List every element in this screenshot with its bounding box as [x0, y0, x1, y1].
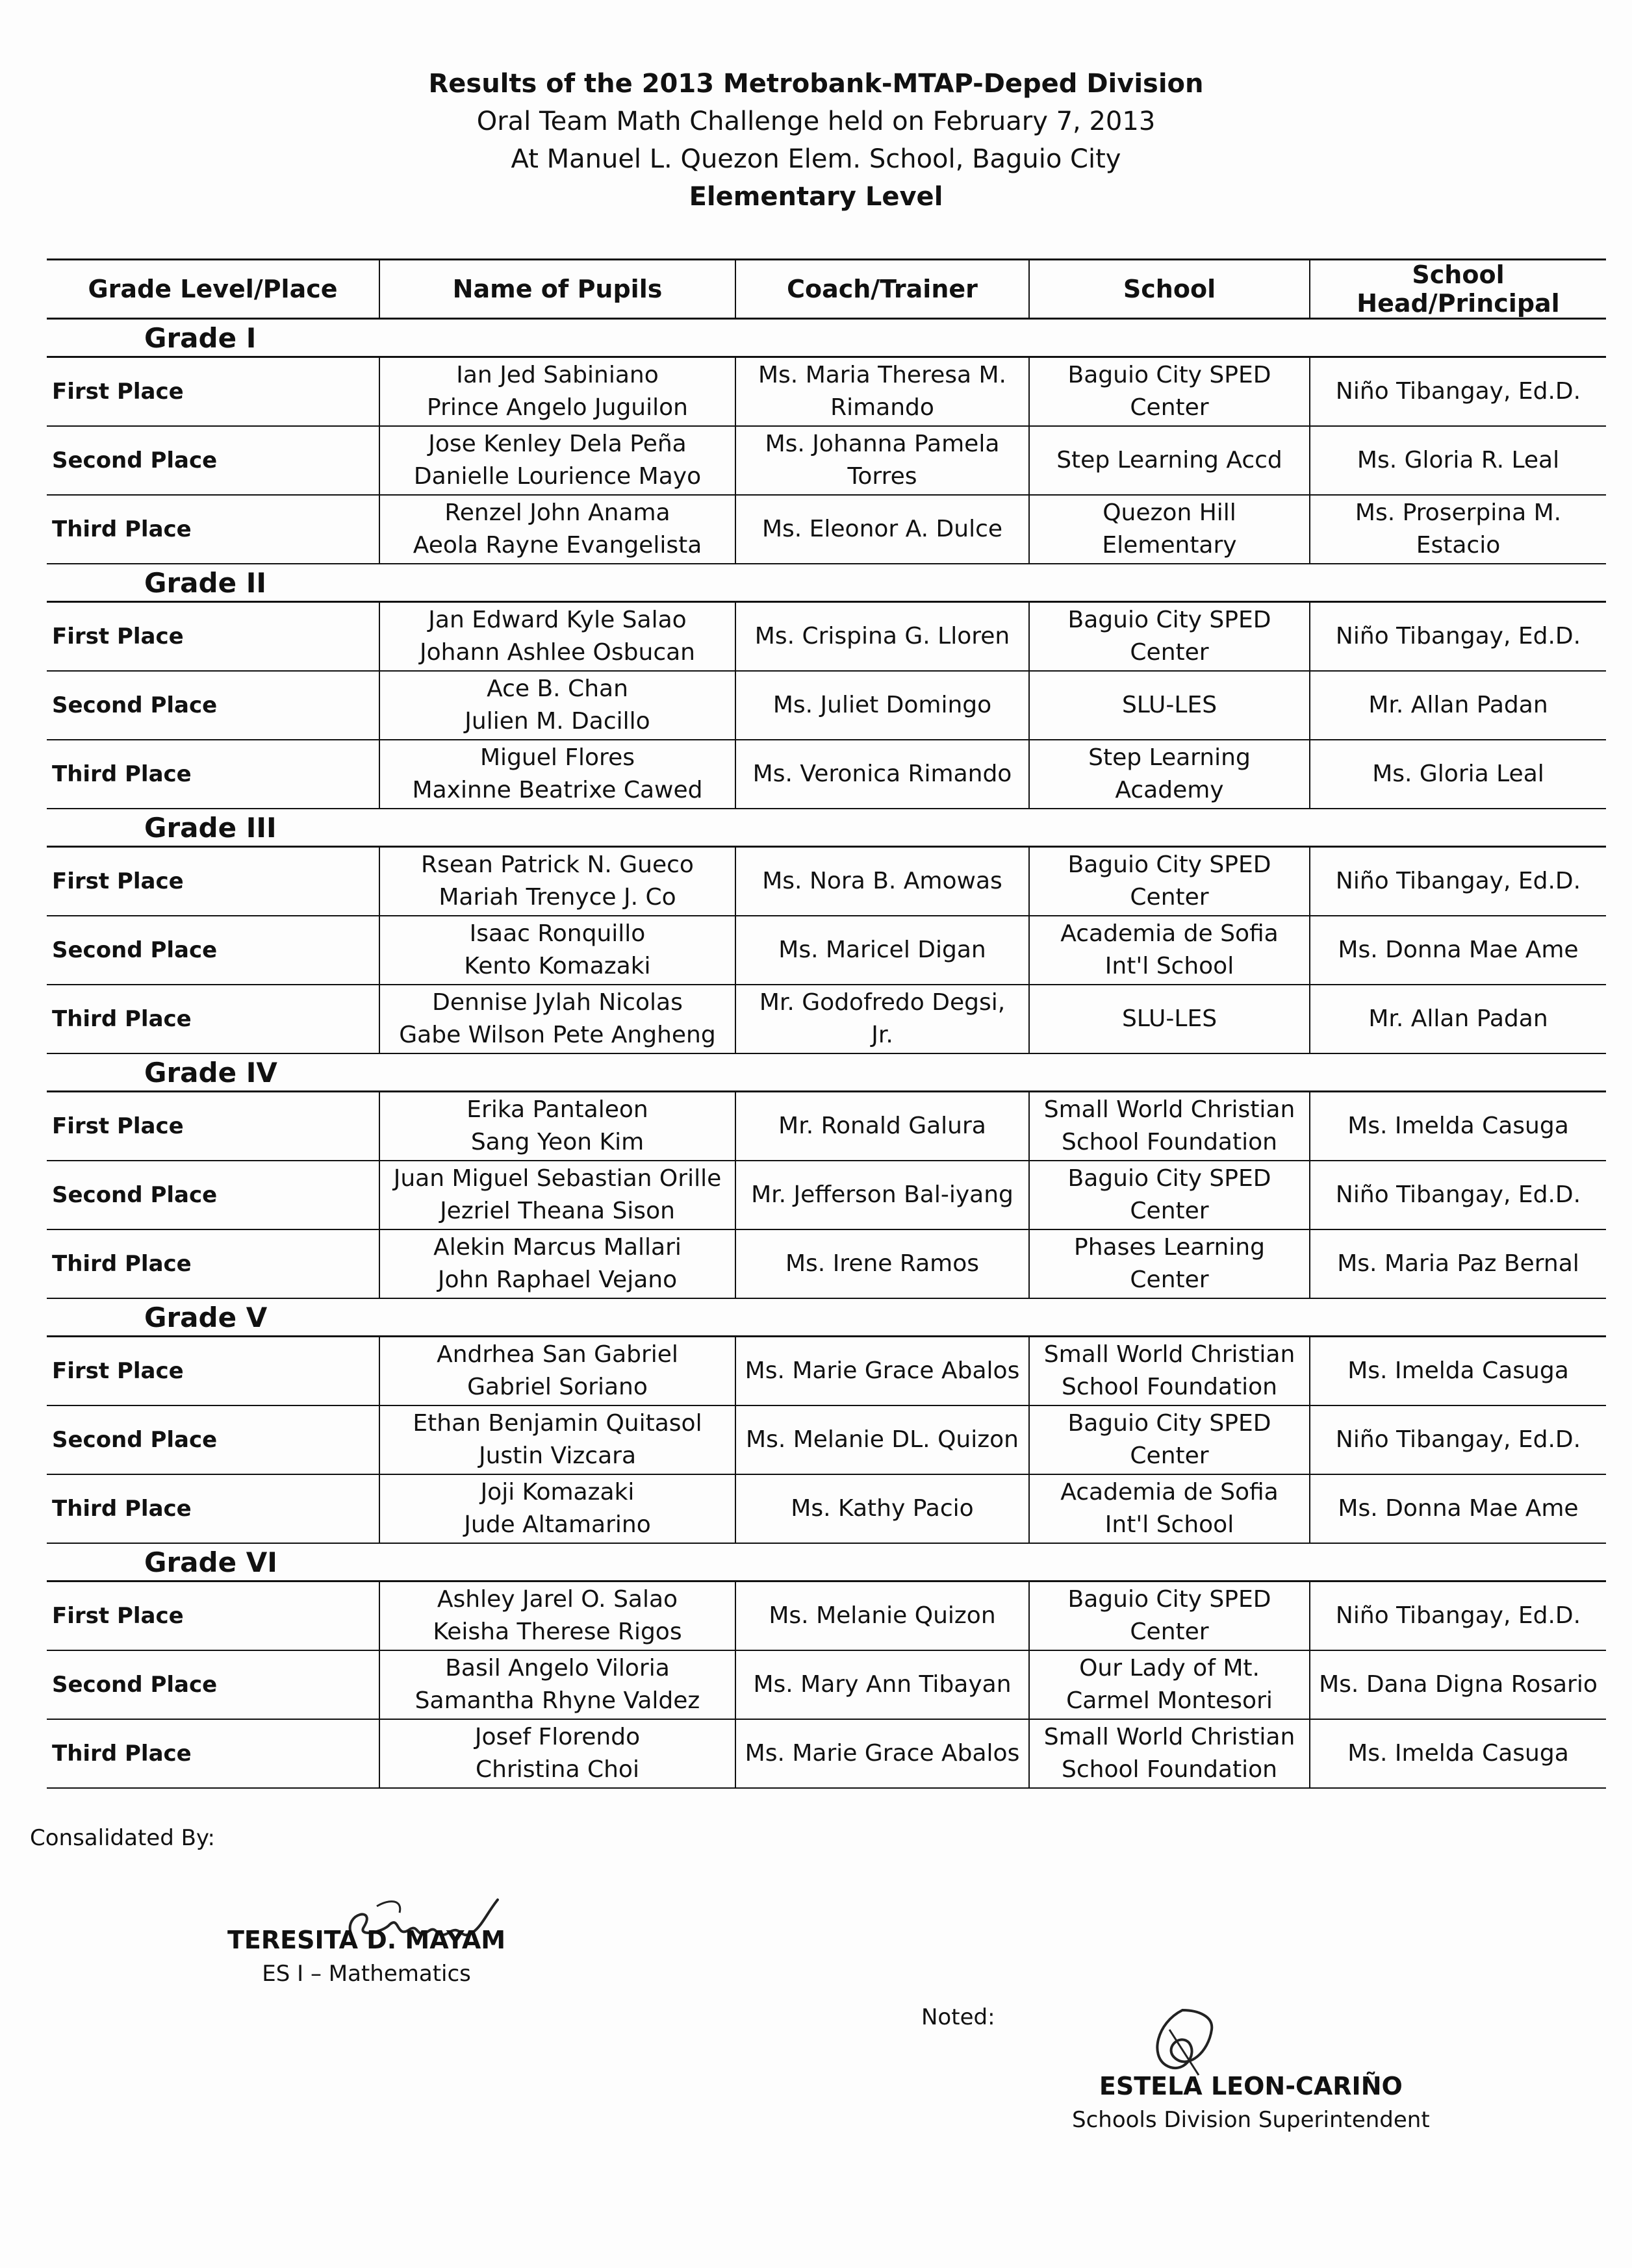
pupils-cell: [379, 426, 735, 495]
coach-line: Ms. Johanna Pamela: [765, 431, 1000, 457]
school-line: Step Learning: [1088, 744, 1251, 771]
results-body: [47, 319, 1606, 1789]
pupil-name: Ian Jed Sabiniano: [456, 362, 659, 388]
head-line: Niño Tibangay, Ed.D.: [1335, 1426, 1581, 1453]
place-cell: Third Place: [47, 1229, 379, 1298]
head-line: Ms. Gloria R. Leal: [1357, 447, 1560, 473]
coach-cell: [735, 1581, 1029, 1651]
pupils-cell: [379, 602, 735, 672]
head-cell: [1310, 671, 1606, 740]
school-line: Center: [1130, 1443, 1209, 1469]
school-cell: [1029, 1650, 1310, 1719]
grade-row: [47, 319, 1606, 357]
pupil-name: Ethan Benjamin Quitasol: [413, 1410, 702, 1437]
school-line: Academy: [1115, 777, 1224, 803]
title-line-2: Oral Team Math Challenge held on February 7, 2013: [476, 107, 1156, 136]
pupils-cell: [379, 357, 735, 427]
school-cell: [1029, 1337, 1310, 1406]
pupil-name: Danielle Lourience Mayo: [413, 463, 702, 490]
pupil-name: Erika Pantaleon: [466, 1096, 648, 1123]
head-line: Niño Tibangay, Ed.D.: [1335, 868, 1581, 894]
pupil-name: Renzel John Anama: [444, 499, 670, 526]
coach-cell: [735, 602, 1029, 672]
school-line: SLU-LES: [1121, 692, 1218, 718]
school-line: Center: [1130, 1266, 1209, 1293]
head-cell: [1310, 847, 1606, 916]
head-line: Niño Tibangay, Ed.D.: [1335, 1181, 1581, 1208]
coach-cell: [735, 1337, 1029, 1406]
grade-row: [47, 1298, 1606, 1337]
pupils-cell: [379, 1474, 735, 1543]
grade-label: Grade III: [47, 809, 1606, 847]
pupils-cell: [379, 1405, 735, 1474]
place-cell: Second Place: [47, 671, 379, 740]
school-cell: [1029, 1581, 1310, 1651]
school-line: Baguio City SPED: [1067, 1165, 1271, 1192]
school-line: Baguio City SPED: [1067, 851, 1271, 878]
results-table: [47, 258, 1606, 1789]
title-line-4: Elementary Level: [689, 182, 943, 212]
grade-label: Grade VI: [47, 1543, 1606, 1581]
school-line: Center: [1130, 884, 1209, 911]
school-cell: [1029, 357, 1310, 427]
school-cell: [1029, 1229, 1310, 1298]
pupil-name: Ashley Jarel O. Salao: [437, 1586, 678, 1613]
school-line: School Foundation: [1062, 1374, 1277, 1400]
signatory-1: [227, 1926, 505, 1987]
coach-line: Jr.: [871, 1022, 893, 1048]
coach-cell: [735, 1229, 1029, 1298]
school-cell: [1029, 671, 1310, 740]
title-line-3: At Manuel L. Quezon Elem. School, Baguio City: [511, 144, 1121, 174]
school-cell: [1029, 1405, 1310, 1474]
coach-cell: [735, 1161, 1029, 1229]
column-header: School: [1029, 260, 1310, 319]
table-row: [47, 602, 1606, 672]
head-cell: [1310, 740, 1606, 809]
pupil-name: Julien M. Dacillo: [465, 708, 650, 735]
place-cell: Third Place: [47, 985, 379, 1053]
coach-line: Ms. Maria Theresa M.: [758, 362, 1006, 388]
school-line: Center: [1130, 1619, 1209, 1645]
place-cell: Second Place: [47, 916, 379, 985]
school-line: Small World Christian: [1043, 1724, 1295, 1750]
table-row: [47, 1405, 1606, 1474]
pupil-name: Jan Edward Kyle Salao: [428, 607, 687, 633]
coach-line: Ms. Kathy Pacio: [791, 1495, 974, 1522]
table-row: [47, 671, 1606, 740]
school-line: Baguio City SPED: [1067, 607, 1271, 633]
grade-label: Grade I: [47, 319, 1606, 357]
title-line-1: Results of the 2013 Metrobank-MTAP-Deped Division: [428, 69, 1204, 99]
school-line: Baguio City SPED: [1067, 1586, 1271, 1613]
coach-line: Ms. Veronica Rimando: [752, 761, 1012, 787]
table-row: [47, 1161, 1606, 1229]
table-row: [47, 357, 1606, 427]
school-line: SLU-LES: [1121, 1005, 1218, 1032]
school-cell: [1029, 916, 1310, 985]
table-header-row: [47, 260, 1606, 319]
pupil-name: Josef Florendo: [474, 1724, 641, 1750]
pupils-cell: [379, 916, 735, 985]
table-row: [47, 985, 1606, 1053]
head-cell: [1310, 1161, 1606, 1229]
pupils-cell: [379, 1581, 735, 1651]
table-row: [47, 1092, 1606, 1161]
pupil-name: Samantha Rhyne Valdez: [414, 1687, 700, 1714]
coach-cell: [735, 671, 1029, 740]
head-line: Mr. Allan Padan: [1368, 1005, 1548, 1032]
head-line: Niño Tibangay, Ed.D.: [1335, 1602, 1581, 1629]
place-cell: First Place: [47, 1337, 379, 1406]
pupils-cell: [379, 495, 735, 564]
pupil-name: Keisha Therese Rigos: [433, 1619, 682, 1645]
pupils-cell: [379, 847, 735, 916]
pupil-name: Dennise Jylah Nicolas: [432, 989, 683, 1016]
head-cell: [1310, 357, 1606, 427]
school-line: Baguio City SPED: [1067, 362, 1271, 388]
table-row: [47, 426, 1606, 495]
head-line: Ms. Donna Mae Ame: [1338, 937, 1579, 963]
head-cell: [1310, 1474, 1606, 1543]
head-cell: [1310, 495, 1606, 564]
consolidated-label: Consalidated By:: [30, 1825, 216, 1851]
column-header: Name of Pupils: [379, 260, 735, 319]
coach-line: Ms. Mary Ann Tibayan: [753, 1671, 1012, 1698]
pupil-name: Jude Altamarino: [464, 1511, 651, 1538]
school-line: Our Lady of Mt.: [1079, 1655, 1260, 1682]
head-cell: [1310, 1229, 1606, 1298]
pupil-name: Gabriel Soriano: [467, 1374, 648, 1400]
head-cell: [1310, 1337, 1606, 1406]
head-line: Ms. Imelda Casuga: [1347, 1357, 1569, 1384]
place-cell: First Place: [47, 1581, 379, 1651]
coach-cell: [735, 1405, 1029, 1474]
school-line: Academia de Sofia: [1060, 920, 1279, 947]
pupil-name: Christina Choi: [476, 1756, 639, 1783]
school-line: School Foundation: [1062, 1756, 1277, 1783]
place-cell: Second Place: [47, 1405, 379, 1474]
table-row: [47, 495, 1606, 564]
head-line: Ms. Donna Mae Ame: [1338, 1495, 1579, 1522]
coach-line: Ms. Maricel Digan: [778, 937, 986, 963]
head-line: Niño Tibangay, Ed.D.: [1335, 378, 1581, 405]
grade-label: Grade IV: [47, 1053, 1606, 1092]
place-cell: Third Place: [47, 1719, 379, 1788]
school-cell: [1029, 1719, 1310, 1788]
place-cell: Third Place: [47, 1474, 379, 1543]
pupil-name: Gabe Wilson Pete Angheng: [399, 1022, 716, 1048]
pupil-name: Kento Komazaki: [464, 953, 651, 979]
school-line: Small World Christian: [1043, 1096, 1295, 1123]
pupil-name: Jose Kenley Dela Peña: [428, 431, 687, 457]
table-row: [47, 1337, 1606, 1406]
coach-cell: [735, 847, 1029, 916]
coach-cell: [735, 1650, 1029, 1719]
pupil-name: Jezriel Theana Sison: [440, 1198, 675, 1224]
table-row: [47, 916, 1606, 985]
school-line: Center: [1130, 1198, 1209, 1224]
coach-line: Ms. Marie Grace Abalos: [745, 1740, 1020, 1767]
pupil-name: Sang Yeon Kim: [470, 1129, 644, 1155]
pupil-name: Maxinne Beatrixe Cawed: [412, 777, 703, 803]
place-cell: First Place: [47, 1092, 379, 1161]
head-cell: [1310, 1405, 1606, 1474]
school-cell: [1029, 847, 1310, 916]
pupils-cell: [379, 1229, 735, 1298]
place-cell: Third Place: [47, 740, 379, 809]
head-line: Ms. Imelda Casuga: [1347, 1740, 1569, 1767]
place-cell: Second Place: [47, 1650, 379, 1719]
pupil-name: John Raphael Vejano: [437, 1266, 678, 1293]
place-cell: Second Place: [47, 1161, 379, 1229]
pupil-name: Basil Angelo Viloria: [445, 1655, 670, 1682]
grade-row: [47, 1543, 1606, 1581]
school-line: Center: [1130, 394, 1209, 421]
signatory-1-name: TERESITA D. MAYAM: [227, 1926, 506, 1954]
school-cell: [1029, 1092, 1310, 1161]
coach-line: Ms. Irene Ramos: [785, 1250, 980, 1277]
pupils-cell: [379, 740, 735, 809]
head-cell: [1310, 602, 1606, 672]
coach-cell: [735, 985, 1029, 1053]
coach-line: Ms. Melanie Quizon: [769, 1602, 996, 1629]
grade-row: [47, 564, 1606, 602]
place-cell: First Place: [47, 602, 379, 672]
pupil-name: Ace B. Chan: [487, 675, 628, 702]
coach-line: Ms. Melanie DL. Quizon: [746, 1426, 1019, 1453]
pupils-cell: [379, 1337, 735, 1406]
table-row: [47, 847, 1606, 916]
grade-row: [47, 809, 1606, 847]
coach-cell: [735, 740, 1029, 809]
school-cell: [1029, 1474, 1310, 1543]
head-cell: [1310, 985, 1606, 1053]
school-cell: [1029, 426, 1310, 495]
pupil-name: Prince Angelo Juguilon: [427, 394, 688, 421]
school-line: Quezon Hill: [1103, 499, 1236, 526]
head-cell: [1310, 426, 1606, 495]
head-cell: [1310, 1581, 1606, 1651]
table-row: [47, 1581, 1606, 1651]
coach-cell: [735, 357, 1029, 427]
head-cell: [1310, 1092, 1606, 1161]
school-line: Int'l School: [1104, 1511, 1234, 1538]
column-header: School Head/Principal: [1310, 260, 1606, 319]
column-header: Coach/Trainer: [735, 260, 1029, 319]
grade-row: [47, 1053, 1606, 1092]
table-row: [47, 740, 1606, 809]
coach-line: Mr. Ronald Galura: [778, 1113, 986, 1139]
pupil-name: Rsean Patrick N. Gueco: [421, 851, 694, 878]
coach-cell: [735, 916, 1029, 985]
head-line: Ms. Gloria Leal: [1372, 761, 1544, 787]
pupil-name: Aeola Rayne Evangelista: [413, 532, 702, 559]
signatory-2: [1072, 2072, 1430, 2133]
pupil-name: Juan Miguel Sebastian Orille: [393, 1165, 722, 1192]
pupil-name: Isaac Ronquillo: [469, 920, 646, 947]
table-row: [47, 1229, 1606, 1298]
pupils-cell: [379, 671, 735, 740]
column-header: Grade Level/Place: [47, 260, 379, 319]
pupil-name: Joji Komazaki: [480, 1479, 635, 1506]
school-line: Phases Learning: [1074, 1234, 1265, 1261]
pupil-name: Miguel Flores: [480, 744, 635, 771]
school-line: Carmel Montesori: [1066, 1687, 1273, 1714]
pupils-cell: [379, 1092, 735, 1161]
head-line: Niño Tibangay, Ed.D.: [1335, 623, 1581, 649]
place-cell: Second Place: [47, 426, 379, 495]
coach-line: Torres: [847, 463, 917, 490]
head-line: Estacio: [1416, 532, 1501, 559]
school-line: Int'l School: [1104, 953, 1234, 979]
place-cell: Third Place: [47, 495, 379, 564]
document-header: [0, 65, 1632, 216]
school-line: Academia de Sofia: [1060, 1479, 1279, 1506]
coach-line: Mr. Jefferson Bal-iyang: [751, 1181, 1014, 1208]
school-cell: [1029, 740, 1310, 809]
coach-cell: [735, 1092, 1029, 1161]
school-line: Small World Christian: [1043, 1341, 1295, 1368]
head-cell: [1310, 1650, 1606, 1719]
grade-label: Grade V: [47, 1298, 1606, 1337]
coach-line: Rimando: [830, 394, 934, 421]
head-line: Ms. Maria Paz Bernal: [1337, 1250, 1579, 1277]
table-row: [47, 1719, 1606, 1788]
place-cell: First Place: [47, 847, 379, 916]
pupil-name: Alekin Marcus Mallari: [433, 1234, 682, 1261]
pupil-name: Andrhea San Gabriel: [437, 1341, 678, 1368]
school-cell: [1029, 495, 1310, 564]
pupil-name: Justin Vizcara: [478, 1443, 636, 1469]
pupils-cell: [379, 985, 735, 1053]
coach-line: Ms. Marie Grace Abalos: [745, 1357, 1020, 1384]
coach-cell: [735, 495, 1029, 564]
pupil-name: Mariah Trenyce J. Co: [439, 884, 676, 911]
coach-cell: [735, 426, 1029, 495]
coach-line: Mr. Godofredo Degsi,: [759, 989, 1006, 1016]
place-cell: First Place: [47, 357, 379, 427]
school-line: Step Learning Accd: [1056, 447, 1282, 473]
table-row: [47, 1650, 1606, 1719]
signatory-2-name: ESTELA LEON-CARIÑO: [1099, 2072, 1403, 2100]
school-cell: [1029, 1161, 1310, 1229]
school-line: School Foundation: [1062, 1129, 1277, 1155]
coach-cell: [735, 1474, 1029, 1543]
head-cell: [1310, 916, 1606, 985]
signatory-2-role: Schools Division Superintendent: [1072, 2107, 1430, 2133]
signatory-1-role: ES I – Mathematics: [262, 1961, 471, 1987]
coach-cell: [735, 1719, 1029, 1788]
head-line: Mr. Allan Padan: [1368, 692, 1548, 718]
pupil-name: Johann Ashlee Osbucan: [420, 639, 695, 666]
school-cell: [1029, 602, 1310, 672]
head-line: Ms. Proserpina M.: [1355, 499, 1562, 526]
school-cell: [1029, 985, 1310, 1053]
head-cell: [1310, 1719, 1606, 1788]
pupils-cell: [379, 1650, 735, 1719]
school-line: Baguio City SPED: [1067, 1410, 1271, 1437]
coach-line: Ms. Crispina G. Lloren: [754, 623, 1010, 649]
head-line: Ms. Imelda Casuga: [1347, 1113, 1569, 1139]
pupils-cell: [379, 1161, 735, 1229]
grade-label: Grade II: [47, 564, 1606, 602]
coach-line: Ms. Juliet Domingo: [772, 692, 992, 718]
table-row: [47, 1474, 1606, 1543]
pupils-cell: [379, 1719, 735, 1788]
school-line: Center: [1130, 639, 1209, 666]
coach-line: Ms. Eleonor A. Dulce: [761, 516, 1003, 542]
coach-line: Ms. Nora B. Amowas: [762, 868, 1002, 894]
head-line: Ms. Dana Digna Rosario: [1319, 1671, 1598, 1698]
noted-label: Noted:: [921, 2004, 995, 2030]
school-line: Elementary: [1102, 532, 1237, 559]
